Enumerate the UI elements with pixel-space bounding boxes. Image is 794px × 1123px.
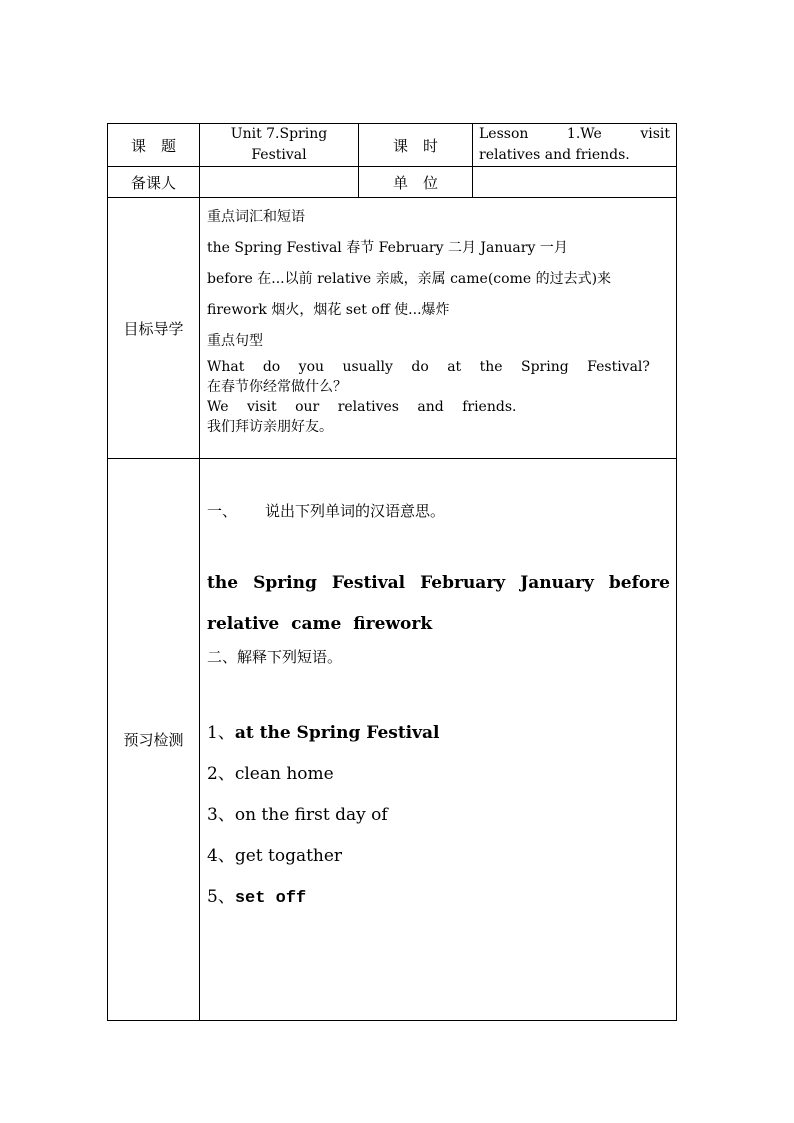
topic-value-line1: Unit 7.Spring	[230, 126, 328, 142]
phrase-number: 3、	[207, 805, 235, 825]
phrase-text: on the first day of	[234, 805, 388, 825]
vocab-heading: 重点词汇和短语	[207, 209, 305, 225]
phrase-item	[207, 795, 670, 836]
pattern-answer-zh: 我们拜访亲朋好友。	[207, 419, 333, 435]
pattern-answer-en: We visit our relatives and friends.	[207, 399, 517, 415]
phrase-item	[207, 754, 670, 795]
vocab-line-2: before 在...以前 relative 亲戚，亲属 came(come 的过去式)来	[207, 271, 612, 287]
phrase-item	[207, 877, 670, 919]
phrase-number: 1、	[207, 723, 235, 743]
phrase-number: 4、	[207, 846, 235, 866]
unit-value	[473, 167, 677, 198]
vocab-line-1: the Spring Festival 春节 February 二月 January 一月	[207, 240, 568, 256]
phrase-list	[207, 713, 670, 919]
phrase-text: clean home	[234, 764, 334, 784]
period-value: Lesson 1.We visit relatives and friends.	[473, 124, 677, 167]
words-line-1: the Spring Festival February January before	[207, 573, 670, 593]
vocab-line-3: firework 烟火，烟花 set off 使...爆炸	[207, 302, 450, 318]
phrase-number: 2、	[207, 764, 235, 784]
lesson-plan-table	[107, 123, 677, 1021]
phrase-text: get togather	[234, 846, 343, 866]
goals-label: 目标导学	[108, 198, 200, 459]
preview-label: 预习检测	[108, 459, 200, 1021]
teacher-value	[200, 167, 359, 198]
section-1-heading	[207, 499, 670, 523]
section-1-number: 一、	[207, 502, 238, 520]
pattern-question-zh: 在春节你经常做什么？	[207, 379, 347, 395]
goals-row	[108, 198, 677, 459]
phrase-text: at the Spring Festival	[234, 723, 440, 743]
topic-value	[200, 124, 359, 167]
preview-row	[108, 459, 677, 1021]
section-1-title: 说出下列单词的汉语意思。	[265, 502, 446, 520]
section-2-heading: 二、解释下列短语。	[207, 648, 343, 666]
words-line-2: relative came firework	[207, 614, 433, 634]
preview-content	[200, 459, 677, 1021]
header-row-topic	[108, 124, 677, 167]
pattern-question-en: What do you usually do at the Spring Festival?	[207, 359, 650, 375]
phrase-item	[207, 713, 670, 754]
period-label: 课 时	[359, 124, 473, 167]
topic-value-line2: Festival	[251, 147, 307, 163]
phrase-item	[207, 836, 670, 877]
phrase-text: set off	[234, 889, 307, 908]
goals-content	[200, 198, 677, 459]
unit-label: 单 位	[359, 167, 473, 198]
phrase-number: 5、	[207, 887, 235, 907]
topic-label: 课 题	[108, 124, 200, 167]
teacher-label: 备课人	[108, 167, 200, 198]
header-row-teacher	[108, 167, 677, 198]
pattern-heading: 重点句型	[207, 333, 263, 349]
